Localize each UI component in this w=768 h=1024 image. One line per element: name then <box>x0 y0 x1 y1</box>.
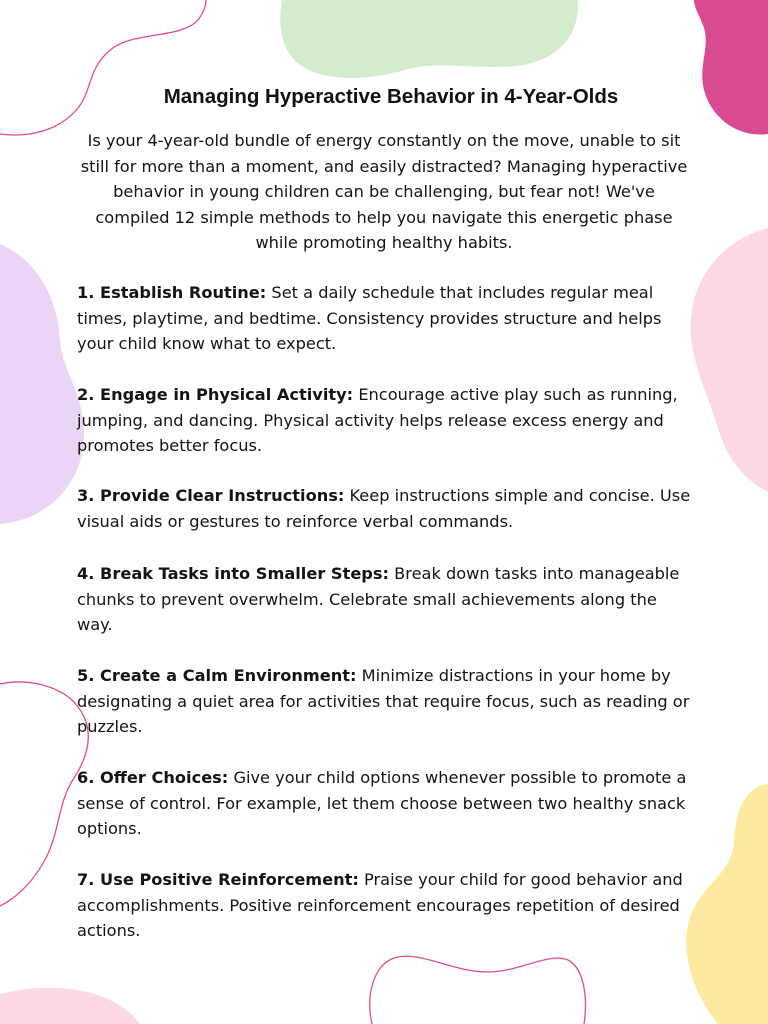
pink-outline-left <box>0 682 88 906</box>
method-5 <box>77 663 693 740</box>
pink-blob-shape <box>691 228 768 492</box>
method-2-text: Encourage active play such as running, jumping, and dancing. Physical activity helps release excess energy and promotes better focus. <box>77 385 678 456</box>
method-6 <box>77 765 693 842</box>
method-3-heading: 3. Provide Clear Instructions: <box>77 486 345 505</box>
yellow-blob-shape <box>686 784 768 1024</box>
method-4 <box>77 561 693 638</box>
method-7 <box>77 867 693 944</box>
magenta-blob-shape <box>694 0 768 135</box>
page-title: Managing Hyperactive Behavior in 4-Year-Olds <box>163 85 619 108</box>
intro-paragraph: Is your 4-year-old bundle of energy constantly on the move, unable to sit still for more than a moment, and easily distracted? Managing hyperactive behavior in young children can be challenging, but fear not! We've compiled 12 simple methods to help you navigate this energetic phase while promoting healthy habits. <box>80 131 688 253</box>
method-7-text: Praise your child for good behavior and accomplishments. Positive reinforcement encourages repetition of desired actions. <box>77 870 683 941</box>
method-6-heading: 6. Offer Choices: <box>77 768 229 787</box>
pink-outline-bottom <box>370 956 586 1024</box>
method-6-text: Give your child options whenever possible to promote a sense of control. For example, let them choose between two healthy snack options. <box>77 768 687 839</box>
method-3 <box>77 483 693 534</box>
method-2 <box>77 382 693 459</box>
pink-outline-top-left <box>0 0 206 135</box>
method-5-heading: 5. Create a Calm Environment: <box>77 666 357 685</box>
method-2-heading: 2. Engage in Physical Activity: <box>77 385 354 404</box>
green-blob-shape <box>280 0 578 78</box>
method-4-text: Break down tasks into manageable chunks to prevent overwhelm. Celebrate small achievements along the way. <box>77 564 680 635</box>
method-3-text: Keep instructions simple and concise. Use visual aids or gestures to reinforce verbal commands. <box>77 486 691 531</box>
method-4-heading: 4. Break Tasks into Smaller Steps: <box>77 564 390 583</box>
method-1-heading: 1. Establish Routine: <box>77 283 267 302</box>
pink-bottom-blob-shape <box>0 988 140 1024</box>
method-7-heading: 7. Use Positive Reinforcement: <box>77 870 359 889</box>
lavender-blob-shape <box>0 244 84 524</box>
method-5-text: Minimize distractions in your home by designating a quiet area for activities that require focus, such as reading or puzzles. <box>77 666 690 737</box>
method-1-text: Set a daily schedule that includes regular meal times, playtime, and bedtime. Consistency provides structure and helps your child know what to expect. <box>77 283 662 354</box>
method-1 <box>77 280 693 357</box>
